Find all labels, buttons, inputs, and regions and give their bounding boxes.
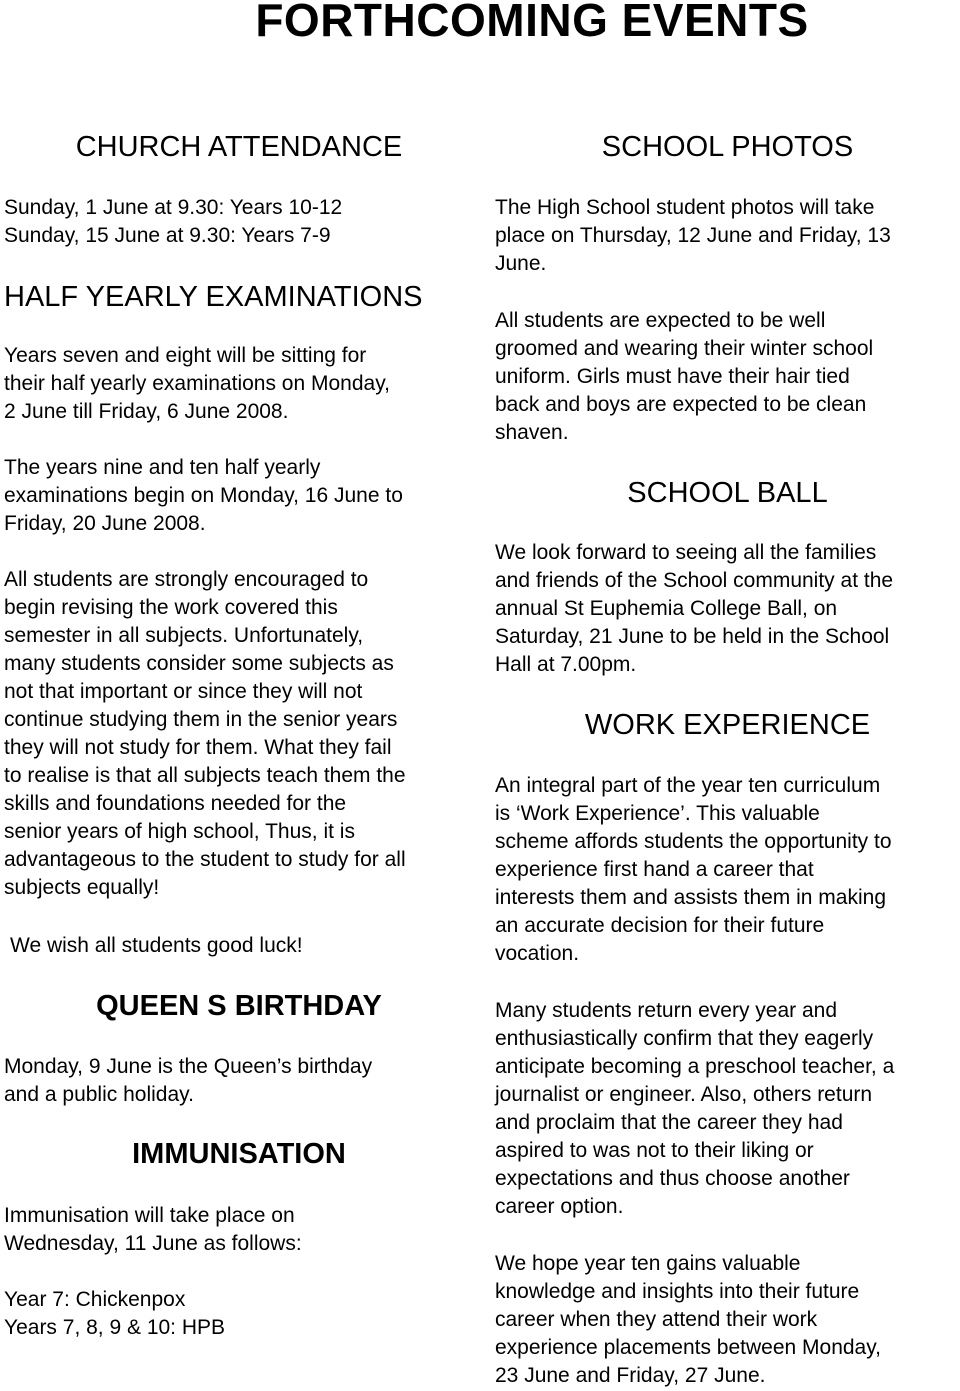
text-line: Many students return every year and: [495, 999, 838, 1022]
text-line: and proclaim that the career they had: [495, 1111, 843, 1134]
text-line: career option.: [495, 1195, 624, 1218]
exams-paragraph-3: [4, 566, 480, 902]
list-item: Years 7, 8, 9 & 10: HPB: [4, 1316, 226, 1339]
school-ball-text: [495, 539, 960, 679]
half-yearly-exams-heading: HALF YEARLY EXAMINATIONS: [4, 281, 423, 313]
text-line: is ‘Work Experience’. This valuable: [495, 802, 820, 825]
text-line: examinations begin on Monday, 16 June to: [4, 484, 403, 507]
text-line: shaven.: [495, 421, 569, 444]
text-line: June.: [495, 252, 547, 275]
work-experience-paragraph-2: [495, 997, 960, 1221]
text-line: Years seven and eight will be sitting for: [4, 344, 367, 367]
text-line: journalist or engineer. Also, others return: [495, 1083, 873, 1106]
page-title: FORTHCOMING EVENTS: [255, 0, 809, 46]
text-line: experience first hand a career that: [495, 858, 814, 881]
text-line: begin revising the work covered this: [4, 596, 338, 619]
text-line: Friday, 20 June 2008.: [4, 512, 206, 535]
text-line: and a public holiday.: [4, 1083, 194, 1106]
church-line: Sunday, 15 June at 9.30: Years 7-9: [4, 224, 331, 247]
church-attendance-schedule: [4, 194, 480, 250]
school-photos-heading: SCHOOL PHOTOS: [601, 131, 854, 163]
school-ball-heading: SCHOOL BALL: [627, 477, 828, 509]
text-line: An integral part of the year ten curriculum: [495, 774, 881, 797]
queens-birthday-text: [4, 1053, 480, 1109]
queens-birthday-heading: QUEEN S BIRTHDAY: [96, 990, 382, 1022]
text-line: uniform. Girls must have their hair tied: [495, 365, 850, 388]
exams-paragraph-2: [4, 454, 480, 538]
text-line: an accurate decision for their future: [495, 914, 825, 937]
text-line: All students are strongly encouraged to: [4, 568, 369, 591]
text-line: they will not study for them. What they fail: [4, 736, 392, 759]
text-line: Hall at 7.00pm.: [495, 653, 637, 676]
text-line: scheme affords students the opportunity to: [495, 830, 892, 853]
text-line: The years nine and ten half yearly: [4, 456, 321, 479]
work-experience-paragraph-3: [495, 1250, 960, 1390]
text-line: Immunisation will take place on: [4, 1204, 295, 1227]
work-experience-heading: WORK EXPERIENCE: [584, 709, 871, 741]
text-line: annual St Euphemia College Ball, on: [495, 597, 838, 620]
list-item: Year 7: Chickenpox: [4, 1288, 186, 1311]
text-line: and friends of the School community at the: [495, 569, 894, 592]
immunisation-text: [4, 1202, 480, 1258]
work-experience-paragraph-1: [495, 772, 960, 968]
text-line: advantageous to the student to study for all: [4, 848, 406, 871]
text-line: Wednesday, 11 June as follows:: [4, 1232, 302, 1255]
text-line: not that important or since they will not: [4, 680, 363, 703]
church-line: Sunday, 1 June at 9.30: Years 10-12: [4, 196, 343, 219]
church-attendance-heading: CHURCH ATTENDANCE: [75, 131, 403, 163]
text-line: Monday, 9 June is the Queen’s birthday: [4, 1055, 373, 1078]
text-line: Saturday, 21 June to be held in the School: [495, 625, 890, 648]
text-line: 2 June till Friday, 6 June 2008.: [4, 400, 289, 423]
photos-paragraph-1: [495, 194, 960, 278]
text-line: subjects equally!: [4, 876, 160, 899]
text-line: back and boys are expected to be clean: [495, 393, 867, 416]
immunisation-heading: IMMUNISATION: [132, 1138, 346, 1170]
text-line: expectations and thus choose another: [495, 1167, 850, 1190]
text-line: enthusiastically confirm that they eagerly: [495, 1027, 874, 1050]
text-line: We hope year ten gains valuable: [495, 1252, 801, 1275]
text-line: to realise is that all subjects teach them the: [4, 764, 406, 787]
text-line: place on Thursday, 12 June and Friday, 13: [495, 224, 891, 247]
immunisation-schedule: [4, 1286, 480, 1342]
text-line: All students are expected to be well: [495, 309, 826, 332]
text-line: We look forward to seeing all the families: [495, 541, 877, 564]
text-line: anticipate becoming a preschool teacher, a: [495, 1055, 895, 1078]
text-line: continue studying them in the senior years: [4, 708, 398, 731]
text-line: senior years of high school, Thus, it is: [4, 820, 355, 843]
text-line: We wish all students good luck!: [10, 934, 303, 957]
text-line: career when they attend their work: [495, 1308, 818, 1331]
text-line: The High School student photos will take: [495, 196, 875, 219]
text-line: skills and foundations needed for the: [4, 792, 347, 815]
text-line: 23 June and Friday, 27 June.: [495, 1364, 766, 1387]
text-line: knowledge and insights into their future: [495, 1280, 860, 1303]
text-line: aspired to was not to their liking or: [495, 1139, 814, 1162]
text-line: vocation.: [495, 942, 580, 965]
text-line: many students consider some subjects as: [4, 652, 394, 675]
text-line: groomed and wearing their winter school: [495, 337, 874, 360]
photos-paragraph-2: [495, 307, 960, 447]
text-line: interests them and assists them in making: [495, 886, 887, 909]
exams-paragraph-1: [4, 342, 480, 426]
good-luck-message: [10, 932, 480, 960]
text-line: experience placements between Monday,: [495, 1336, 882, 1359]
text-line: semester in all subjects. Unfortunately,: [4, 624, 364, 647]
text-line: their half yearly examinations on Monday,: [4, 372, 390, 395]
